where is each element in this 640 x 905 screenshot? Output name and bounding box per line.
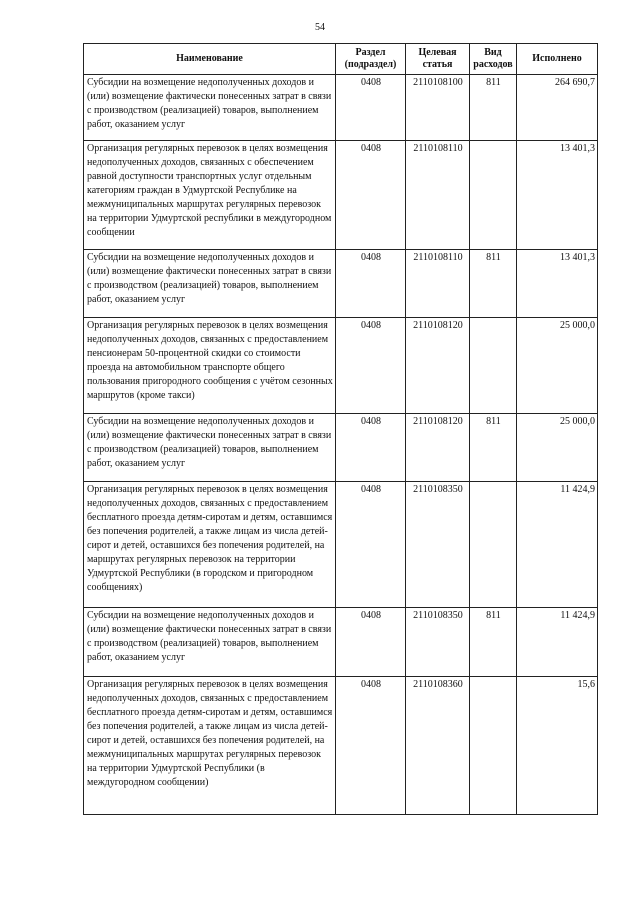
- cell-executed: 264 690,7: [517, 75, 598, 141]
- cell-name: Субсидии на возмещение недополученных доходов и (или) возмещение фактически понесенных затрат в связи с производством (реализацией) товаров, выполнением работ, оказанием услуг: [84, 608, 336, 677]
- cell-section: 0408: [336, 482, 406, 608]
- table-row: [84, 414, 598, 482]
- cell-executed: 13 401,3: [517, 141, 598, 250]
- cell-executed: 11 424,9: [517, 482, 598, 608]
- cell-executed: 25 000,0: [517, 414, 598, 482]
- header-executed: Исполнено: [517, 44, 598, 75]
- cell-section: 0408: [336, 318, 406, 414]
- cell-name: Субсидии на возмещение недополученных доходов и (или) возмещение фактически понесенных затрат в связи с производством (реализацией) товаров, выполнением работ, оказанием услуг: [84, 250, 336, 318]
- table-row: [84, 141, 598, 250]
- header-section: Раздел (подраздел): [336, 44, 406, 75]
- cell-name: Организация регулярных перевозок в целях возмещения недополученных доходов, связанных с обеспечением равной доступности транспортных услуг отдельным категориям граждан в Удмуртской Республике на межмуниципальных маршрутах регулярных перевозок на территории Удмуртской республики в междугородном сообщении: [84, 141, 336, 250]
- cell-target: 2110108350: [406, 482, 470, 608]
- budget-execution-table: [83, 43, 598, 815]
- cell-executed: 13 401,3: [517, 250, 598, 318]
- cell-section: 0408: [336, 75, 406, 141]
- cell-kind: 811: [470, 414, 517, 482]
- table-row: [84, 608, 598, 677]
- header-name: Наименование: [84, 44, 336, 75]
- cell-kind: [470, 482, 517, 608]
- cell-section: 0408: [336, 414, 406, 482]
- cell-name: Организация регулярных перевозок в целях возмещения недополученных доходов, связанных с предоставлением пенсионерам 50-процентной скидки со стоимости проезда на автомобильном транспорте общего пользования пригородного сообщения с учётом сезонных маршрутов (кроме такси): [84, 318, 336, 414]
- cell-section: 0408: [336, 677, 406, 815]
- header-target: Целевая статья: [406, 44, 470, 75]
- cell-kind: [470, 677, 517, 815]
- cell-kind: 811: [470, 608, 517, 677]
- cell-target: 2110108350: [406, 608, 470, 677]
- cell-target: 2110108100: [406, 75, 470, 141]
- cell-section: 0408: [336, 141, 406, 250]
- table-row: [84, 250, 598, 318]
- cell-section: 0408: [336, 250, 406, 318]
- cell-target: 2110108110: [406, 250, 470, 318]
- header-row: [84, 44, 598, 75]
- cell-executed: 15,6: [517, 677, 598, 815]
- cell-name: Организация регулярных перевозок в целях возмещения недополученных доходов, связанных с предоставлением бесплатного проезда детям-сиротам и детям, оставшимся без попечения родителей, а также лицам из числа детей-сирот и детей, оставшихся без попечения родителей, на маршрутах регулярных перевозок на территории Удмуртской Республики (в городском и пригородном сообщениях): [84, 482, 336, 608]
- cell-kind: 811: [470, 250, 517, 318]
- cell-executed: 11 424,9: [517, 608, 598, 677]
- cell-name: Организация регулярных перевозок в целях возмещения недополученных доходов, связанных с предоставлением бесплатного проезда детям-сиротам и детям, оставшимся без попечения родителей, а также лицам из числа детей-сирот и детей, оставшихся без попечения родителей, на межмуниципальных маршрутах регулярных перевозок на территории Удмуртской Республики (в междугородном сообщении): [84, 677, 336, 815]
- header-kind: Вид расходов: [470, 44, 517, 75]
- cell-kind: [470, 318, 517, 414]
- cell-kind: [470, 141, 517, 250]
- cell-target: 2110108360: [406, 677, 470, 815]
- cell-name: Субсидии на возмещение недополученных доходов и (или) возмещение фактически понесенных затрат в связи с производством (реализацией) товаров, выполнением работ, оказанием услуг: [84, 75, 336, 141]
- cell-section: 0408: [336, 608, 406, 677]
- cell-target: 2110108110: [406, 141, 470, 250]
- cell-executed: 25 000,0: [517, 318, 598, 414]
- cell-name: Субсидии на возмещение недополученных доходов и (или) возмещение фактически понесенных затрат в связи с производством (реализацией) товаров, выполнением работ, оказанием услуг: [84, 414, 336, 482]
- table-row: [84, 677, 598, 815]
- cell-target: 2110108120: [406, 414, 470, 482]
- cell-target: 2110108120: [406, 318, 470, 414]
- cell-kind: 811: [470, 75, 517, 141]
- page-number: 54: [315, 22, 325, 33]
- table-row: [84, 318, 598, 414]
- table-row: [84, 75, 598, 141]
- table-row: [84, 482, 598, 608]
